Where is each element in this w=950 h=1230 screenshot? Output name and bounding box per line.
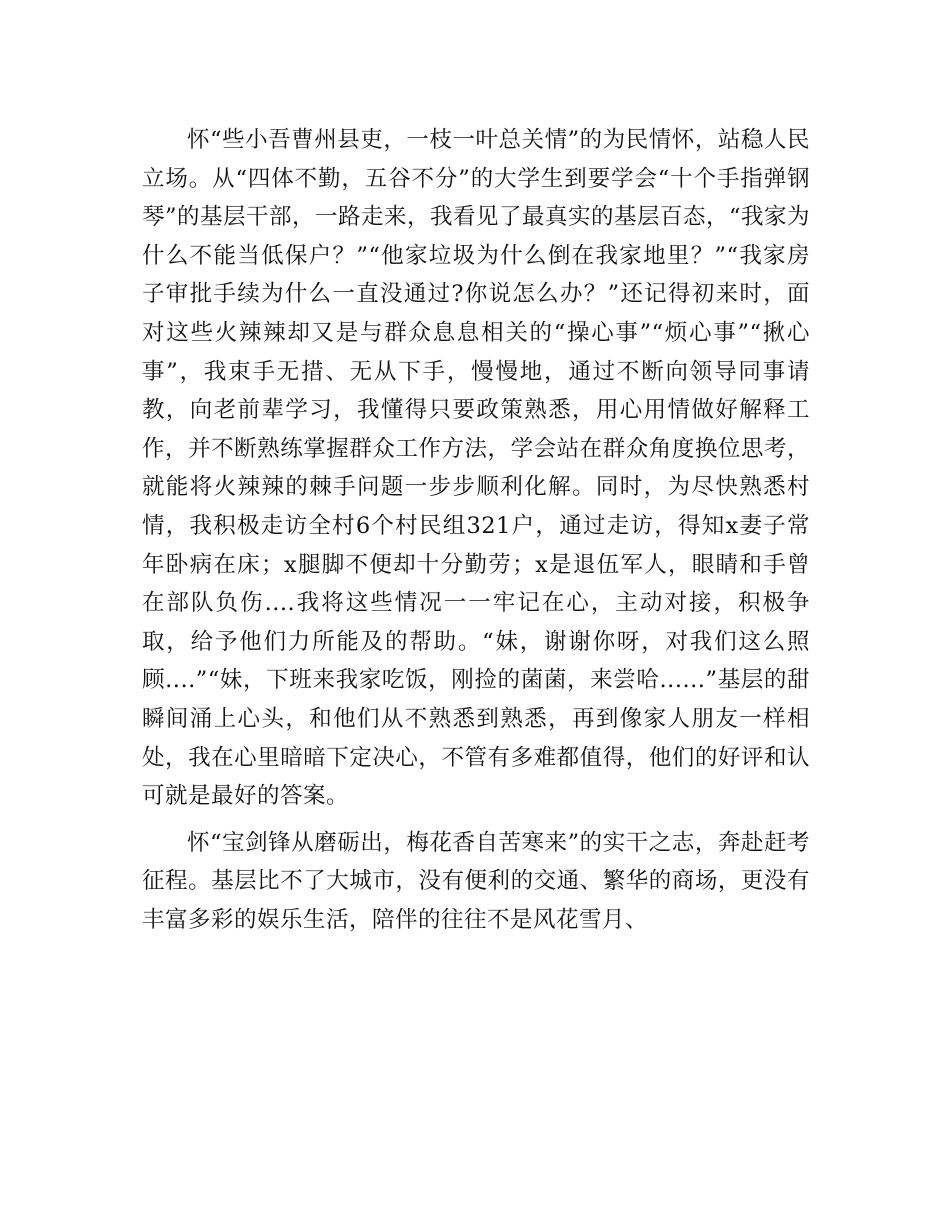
document-body: [142, 121, 810, 939]
paragraph-practical-ambition: 怀“宝剑锋从磨砺出，梅花香自苦寒来”的实干之志，奔赴赶考征程。基层比不了大城市，没有便利的交通、繁华的商场，更没有丰富多彩的娱乐生活，陪伴的往往不是风花雪月、: [142, 829, 810, 933]
paragraph-people-sentiment: 怀“些小吾曹州县吏，一枝一叶总关情”的为民情怀，站稳人民立场。从“四体不勤，五谷不分”的大学生到要学会“十个手指弹钢琴”的基层干部，一路走来，我看见了最真实的基层百态，“我家为什么不能当低保户？”“他家垃圾为什么倒在我家地里？”“我家房子审批手续为什么一直没通过?你说怎么办？”还记得初来时，面对这些火辣辣却又是与群众息息相关的“操心事”“烦心事”“揪心事”，我束手无措、无从下手，慢慢地，通过不断向领导同事请教，向老前辈学习，我懂得只要政策熟悉，用心用情做好解释工作，并不断熟练掌握群众工作方法，学会站在群众角度换位思考，就能将火辣辣的棘手问题一步步顺利化解。同时，为尽快熟悉村情，我积极走访全村6个村民组321户，通过走访，得知x妻子常年卧病在床；x腿脚不便却十分勤劳；x是退伍军人，眼睛和手曾在部队负伤....我将这些情况一一牢记在心，主动对接，积极争取，给予他们力所能及的帮助。“妹，谢谢你呀，对我们这么照顾....”“妹，下班来我家吃饭，刚捡的菌菌，来尝哈......”基层的甜瞬间涌上心头，和他们从不熟悉到熟悉，再到像家人朋友一样相处，我在心里暗暗下定决心，不管有多难都值得，他们的好评和认可就是最好的答案。: [142, 127, 811, 810]
